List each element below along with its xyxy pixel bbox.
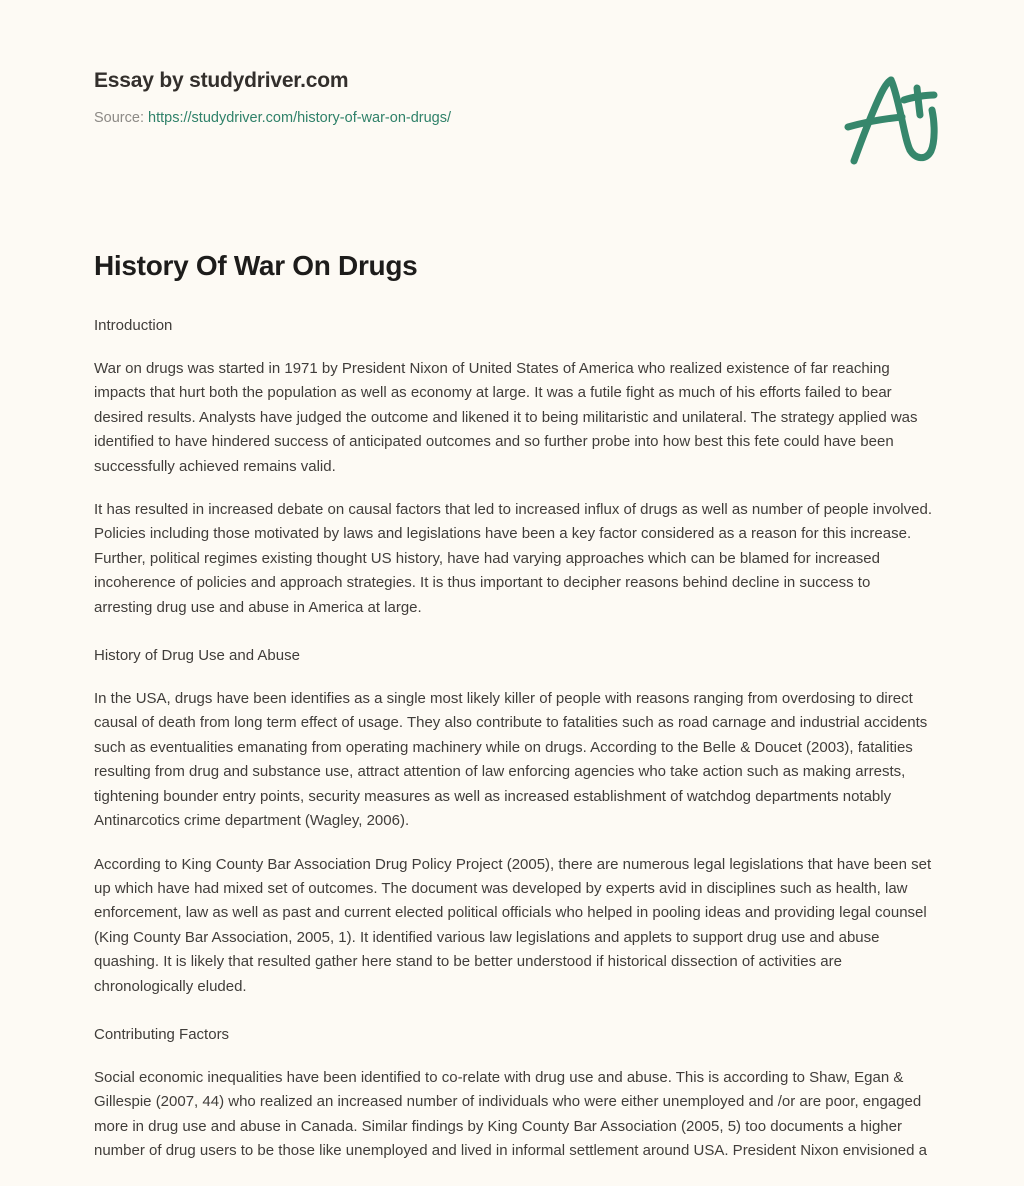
section-heading-contributing-factors: Contributing Factors [94,1025,230,1043]
paragraph: Social economic inequalities have been identified to co-relate with drug use and abuse. This is according to Shaw, Egan & Gillespie (2007, 44) who realized an increased number of individuals who were either unemployed and /or are poor, engaged more in drug use and abuse in Canada. Similar findings by King County Bar Association (2005, 5) too documents a higher number of drug users to be those like unemployed and lived in informal settlement around USA. President Nixon envisioned a [94,1068,927,1160]
paragraph: According to King County Bar Association Drug Policy Project (2005), there are numerous legal legislations that have been set up which have had mixed set of outcomes. The document was developed by experts avid in disciplines such as health, law enforcement, law as well as past and current elected political officials who helped in pooling ideas and providing legal counsel (King County Bar Association, 2005, 1). It identified various law legislations and applets to support drug use and abuse quashing. It is likely that resulted gather here stand to be better understood if historical dissection of activities are chronologically eluded. [94,855,932,995]
source-line [94,108,734,128]
section-heading-history-of-drug-use-and-abuse: History of Drug Use and Abuse [94,647,300,665]
page-header [0,0,1024,200]
section-heading-introduction: Introduction [94,317,173,334]
source-url-link[interactable]: https://studydriver.com/history-of-war-on-drugs/ [148,110,452,126]
paragraph: War on drugs was started in 1971 by President Nixon of United States of America who realized existence of far reaching impacts that hurt both the population as well as economy at large. It was a futile fight as much of his efforts failed to bear desired results. Analysts have judged the outcome and likened it to being militaristic and unilateral. The strategy applied was identified to have hindered success of anticipated outcomes and so further probe into how best this fete could have been successfully achieved remains valid. [94,360,918,475]
source-label: Source: [94,110,144,126]
paragraph: In the USA, drugs have been identifies as a single most likely killer of people with reasons ranging from overdosing to direct causal of death from long term effect of usage. They also contribute to fatalities such as road carnage and industrial accidents such as eventualities emanating from operating machinery while on drugs. According to the Belle & Doucet (2003), fatalities resulting from drug and substance use, attract attention of law enforcing agencies who take action such as making arrests, tightening bounder entry points, security measures as well as increased establishment of watchdog departments notably Antinarcotics crime department (Wagley, 2006). [94,690,928,830]
article-body [94,248,932,1164]
brand-title: Essay by studydriver.com [94,69,349,92]
page-title: History Of War On Drugs [94,250,418,281]
a-plus-logo-icon[interactable] [834,62,954,182]
brand-block [94,68,734,128]
paragraph: It has resulted in increased debate on causal factors that led to increased influx of drugs as well as number of people involved. Policies including those motivated by laws and legislations have been a key factor considered as a reason for this increase. Further, political regimes existing thought US history, have had varying approaches which can be blamed for increased incoherence of policies and approach strategies. It is thus important to decipher reasons behind decline in success to arresting drug use and abuse in America at large. [94,501,932,616]
